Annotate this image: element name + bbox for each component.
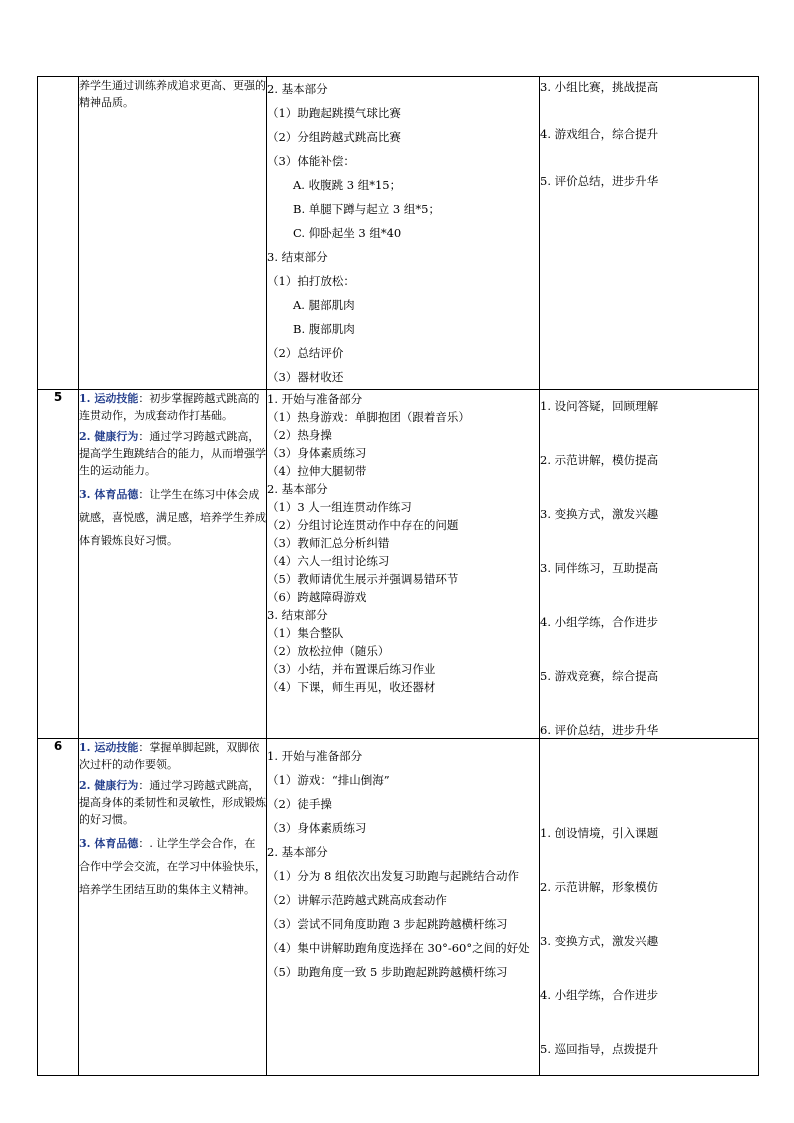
content-line: （2）放松拉伸（随乐） xyxy=(267,644,390,658)
content-line: （2）总结评价 xyxy=(267,346,344,360)
method-item: 1. 设问答疑，回顾理解 xyxy=(540,399,659,413)
method-item: 2. 示范讲解，模仿提高 xyxy=(540,453,659,467)
content-line: 2. 基本部分 xyxy=(267,482,328,496)
content-line: B. 腹部肌肉 xyxy=(293,322,355,336)
content-line: （1）分为 8 组依次出发复习助跑与起跳结合动作 xyxy=(267,869,519,883)
content-line: C. 仰卧起坐 3 组*40 xyxy=(293,226,402,240)
lesson-plan-table xyxy=(37,76,759,1076)
content-line: （3）身体素质练习 xyxy=(267,821,367,835)
content-line: （1）拍打放松： xyxy=(267,274,355,288)
table-row xyxy=(38,390,759,739)
goal-keyword: 3. 体育品德 xyxy=(79,488,139,501)
method-item: 3. 小组比赛，挑战提高 xyxy=(540,80,659,94)
content-line: （1）3 人一组连贯动作练习 xyxy=(267,500,412,514)
content-cell xyxy=(267,739,540,1076)
content-line: （1）热身游戏：单脚抱团（跟着音乐） xyxy=(267,410,470,424)
content-line: 3. 结束部分 xyxy=(267,608,328,622)
lesson-number-cell xyxy=(38,739,79,1076)
method-item: 2. 示范讲解，形象模仿 xyxy=(540,880,659,894)
content-line: 2. 基本部分 xyxy=(267,845,328,859)
content-cell xyxy=(267,390,540,739)
goal-cell xyxy=(79,77,267,390)
method-cell xyxy=(540,390,759,739)
goal-keyword: 3. 体育品德 xyxy=(79,837,139,850)
content-line: 3. 结束部分 xyxy=(267,250,328,264)
content-line: （2）分组讨论连贯动作中存在的问题 xyxy=(267,518,459,532)
content-line: （1）助跑起跳摸气球比赛 xyxy=(267,106,401,120)
content-line: （4）拉伸大腿韧带 xyxy=(267,464,367,478)
goal-paragraph xyxy=(79,832,266,901)
goal-text: 养学生通过训练养成追求更高、更强的精神品质。 xyxy=(79,79,266,109)
content-line: 2. 基本部分 xyxy=(267,82,328,96)
method-item: 3. 变换方式，激发兴趣 xyxy=(540,934,659,948)
goal-text: ：通过学习跨越式跳高，提高身体的柔韧性和灵敏性，形成锻炼的好习惯。 xyxy=(79,779,266,826)
method-item: 5. 评价总结，进步升华 xyxy=(540,174,659,188)
goal-cell xyxy=(79,390,267,739)
content-line: （5）教师请优生展示并强调易错环节 xyxy=(267,572,459,586)
method-item: 5. 巡回指导，点拨提升 xyxy=(540,1042,659,1056)
content-line: （4）集中讲解助跑角度选择在 30°-60°之间的好处 xyxy=(267,941,530,955)
goal-paragraph xyxy=(79,777,266,828)
content-cell xyxy=(267,77,540,390)
content-line: （2）讲解示范跨越式跳高成套动作 xyxy=(267,893,447,907)
method-item: 3. 变换方式，激发兴趣 xyxy=(540,507,659,521)
content-line: （3）尝试不同角度助跑 3 步起跳跨越横杆练习 xyxy=(267,917,508,931)
content-line: （1）游戏：“排山倒海” xyxy=(267,773,390,787)
goal-keyword: 2. 健康行为 xyxy=(79,779,139,792)
goal-paragraph xyxy=(79,390,266,424)
goal-text: ：. 让学生学会合作，在合作中学会交流，在学习中体验快乐，培养学生团结互助的集体主义精神。 xyxy=(79,837,266,896)
content-line: （6）跨越障碍游戏 xyxy=(267,590,367,604)
content-line: A. 收腹跳 3 组*15； xyxy=(293,178,402,192)
goal-keyword: 2. 健康行为 xyxy=(79,430,139,443)
method-item: 1. 创设情境，引入课题 xyxy=(540,826,659,840)
content-line: A. 腿部肌肉 xyxy=(293,298,355,312)
lesson-number-cell xyxy=(38,390,79,739)
goal-text: ：初步掌握跨越式跳高的连贯动作，为成套动作打基础。 xyxy=(79,392,260,422)
content-line: （3）身体素质练习 xyxy=(267,446,367,460)
content-line: （4）六人一组讨论练习 xyxy=(267,554,390,568)
goal-text: ：掌握单脚起跳，双脚依次过杆的动作要领。 xyxy=(79,741,260,771)
table-row xyxy=(38,739,759,1076)
content-line: （1）集合整队 xyxy=(267,626,344,640)
goal-text: ：让学生在练习中体会成就感，喜悦感，满足感，培养学生养成体育锻炼良好习惯。 xyxy=(79,488,266,547)
goal-paragraph xyxy=(79,428,266,479)
method-cell xyxy=(540,739,759,1076)
content-line: （3）器材收还 xyxy=(267,370,344,384)
method-item: 4. 小组学练，合作进步 xyxy=(540,988,659,1002)
lesson-number-cell xyxy=(38,77,79,390)
content-line: 1. 开始与准备部分 xyxy=(267,392,363,406)
goal-cell xyxy=(79,739,267,1076)
method-cell xyxy=(540,77,759,390)
content-line: （2）分组跨越式跳高比赛 xyxy=(267,130,401,144)
lesson-number: 6 xyxy=(53,739,63,753)
content-line: 1. 开始与准备部分 xyxy=(267,749,363,763)
content-line: B. 单腿下蹲与起立 3 组*5； xyxy=(293,202,440,216)
lesson-number: 5 xyxy=(53,390,63,404)
content-line: （2）徒手操 xyxy=(267,797,332,811)
goal-keyword: 1. 运动技能 xyxy=(79,392,139,405)
content-line: （4）下课，师生再见，收还器材 xyxy=(267,680,436,694)
content-line: （3）教师汇总分析纠错 xyxy=(267,536,390,550)
content-line: （3）小结，并布置课后练习作业 xyxy=(267,662,436,676)
method-item: 6. 评价总结，进步升华 xyxy=(540,723,659,737)
method-item: 4. 小组学练，合作进步 xyxy=(540,615,659,629)
content-line: （2）热身操 xyxy=(267,428,332,442)
method-item: 5. 游戏竞赛，综合提高 xyxy=(540,669,659,683)
content-line: （5）助跑角度一致 5 步助跑起跳跨越横杆练习 xyxy=(267,965,508,979)
content-line: （3）体能补偿： xyxy=(267,154,355,168)
method-item: 3. 同伴练习，互助提高 xyxy=(540,561,659,575)
goal-paragraph xyxy=(79,739,266,773)
goal-text: ：通过学习跨越式跳高，提高学生跑跳结合的能力，从而增强学生的运动能力。 xyxy=(79,430,266,477)
method-item: 4. 游戏组合，综合提升 xyxy=(540,127,659,141)
goal-paragraph xyxy=(79,483,266,552)
table-row xyxy=(38,77,759,390)
goal-keyword: 1. 运动技能 xyxy=(79,741,139,754)
